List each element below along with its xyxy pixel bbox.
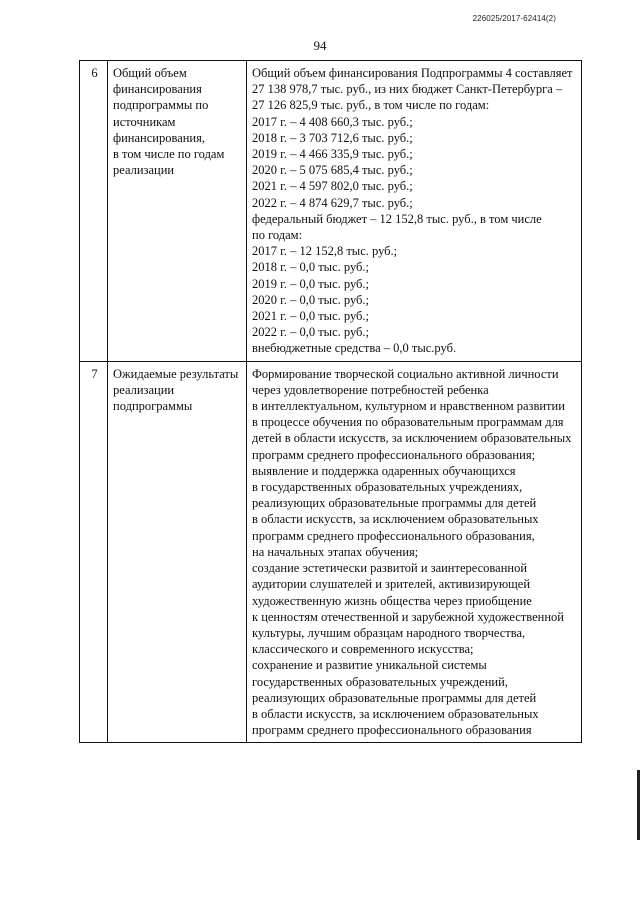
row-label-financing bbox=[108, 61, 247, 362]
content-line: 2019 г. – 4 466 335,9 тыс. руб.; bbox=[252, 147, 413, 162]
content-line: реализующих образовательные программы для детей bbox=[252, 690, 537, 705]
label-line: финансирования, bbox=[113, 130, 205, 145]
content-line: сохранение и развитие уникальной системы bbox=[252, 658, 487, 673]
row-number: 6 bbox=[80, 61, 108, 362]
row-label-results bbox=[108, 361, 247, 743]
row-content-results bbox=[247, 361, 582, 743]
label-line: Общий объем bbox=[113, 66, 187, 80]
table-row-results bbox=[80, 361, 582, 743]
content-line: 2017 г. – 12 152,8 тыс. руб.; bbox=[252, 244, 398, 259]
label-line: Ожидаемые результаты bbox=[113, 366, 239, 381]
content-line: 2018 г. – 3 703 712,6 тыс. руб.; bbox=[252, 130, 413, 145]
content-line: Общий объем финансирования Подпрограммы 4 составляет bbox=[252, 66, 573, 80]
label-line: реализации bbox=[113, 163, 175, 178]
content-line: внебюджетные средства – 0,0 тыс.руб. bbox=[252, 341, 457, 356]
content-line: художественную жизнь общества через приобщение bbox=[252, 593, 532, 608]
content-line: программ среднего профессионального образования, bbox=[252, 528, 535, 543]
content-line: программ среднего профессионального образования bbox=[252, 723, 532, 738]
label-line: финансирования bbox=[113, 82, 202, 97]
content-line: культуры, лучшим образцам народного творчества, bbox=[252, 625, 526, 640]
document-id: 226025/2017-62414(2) bbox=[472, 14, 556, 23]
content-line: федеральный бюджет – 12 152,8 тыс. руб., в том числе bbox=[252, 211, 542, 226]
page-number: 94 bbox=[313, 38, 327, 53]
content-line: Формирование творческой социально активной личности bbox=[252, 366, 559, 381]
content-line: выявление и поддержка одаренных обучающихся bbox=[252, 463, 516, 478]
content-line: 2021 г. – 4 597 802,0 тыс. руб.; bbox=[252, 179, 413, 194]
content-line: в интеллектуальном, культурном и нравственном развитии bbox=[252, 399, 565, 414]
content-line: 2019 г. – 0,0 тыс. руб.; bbox=[252, 276, 370, 291]
content-line: в области искусств, за исключением образовательных bbox=[252, 512, 539, 527]
content-line: в процессе обучения по образовательным программам для bbox=[252, 415, 564, 430]
content-line: 27 138 978,7 тыс. руб., из них бюджет Санкт-Петербурга – bbox=[252, 82, 563, 97]
content-line: 2021 г. – 0,0 тыс. руб.; bbox=[252, 309, 370, 324]
label-line: реализации bbox=[113, 382, 175, 397]
label-line: подпрограммы bbox=[113, 399, 193, 414]
content-line: в государственных образовательных учреждениях, bbox=[252, 480, 523, 495]
label-line: в том числе по годам bbox=[113, 147, 225, 162]
content-line: 2018 г. – 0,0 тыс. руб.; bbox=[252, 260, 370, 275]
content-line: 2020 г. – 5 075 685,4 тыс. руб.; bbox=[252, 163, 413, 178]
row-number: 7 bbox=[80, 361, 108, 743]
content-line: аудитории слушателей и зрителей, активизирующей bbox=[252, 577, 531, 592]
content-line: через удовлетворение потребностей ребенка bbox=[252, 382, 489, 397]
table-row-financing bbox=[80, 61, 582, 362]
content-line: государственных образовательных учреждений, bbox=[252, 674, 508, 689]
content-line: реализующих образовательные программы для детей bbox=[252, 496, 537, 511]
content-line: к ценностям отечественной и зарубежной художественной bbox=[252, 609, 564, 624]
content-line: 2020 г. – 0,0 тыс. руб.; bbox=[252, 292, 370, 307]
content-line: в области искусств, за исключением образовательных bbox=[252, 706, 539, 721]
content-line: на начальных этапах обучения; bbox=[252, 544, 419, 559]
content-line: создание эстетически развитой и заинтересованной bbox=[252, 561, 528, 576]
content-line: 2017 г. – 4 408 660,3 тыс. руб.; bbox=[252, 114, 413, 129]
content-line: 27 126 825,9 тыс. руб., в том числе по годам: bbox=[252, 98, 490, 113]
content-line: 2022 г. – 0,0 тыс. руб.; bbox=[252, 325, 370, 340]
program-table bbox=[79, 60, 582, 743]
label-line: подпрограммы по bbox=[113, 98, 209, 113]
content-line: классического и современного искусства; bbox=[252, 642, 474, 657]
content-line: программ среднего профессионального образования; bbox=[252, 447, 536, 462]
content-line: по годам: bbox=[252, 228, 303, 243]
label-line: источникам bbox=[113, 114, 176, 129]
content-line: 2022 г. – 4 874 629,7 тыс. руб.; bbox=[252, 195, 413, 210]
content-line: детей в области искусств, за исключением образовательных bbox=[252, 431, 572, 446]
row-content-financing bbox=[247, 61, 582, 362]
